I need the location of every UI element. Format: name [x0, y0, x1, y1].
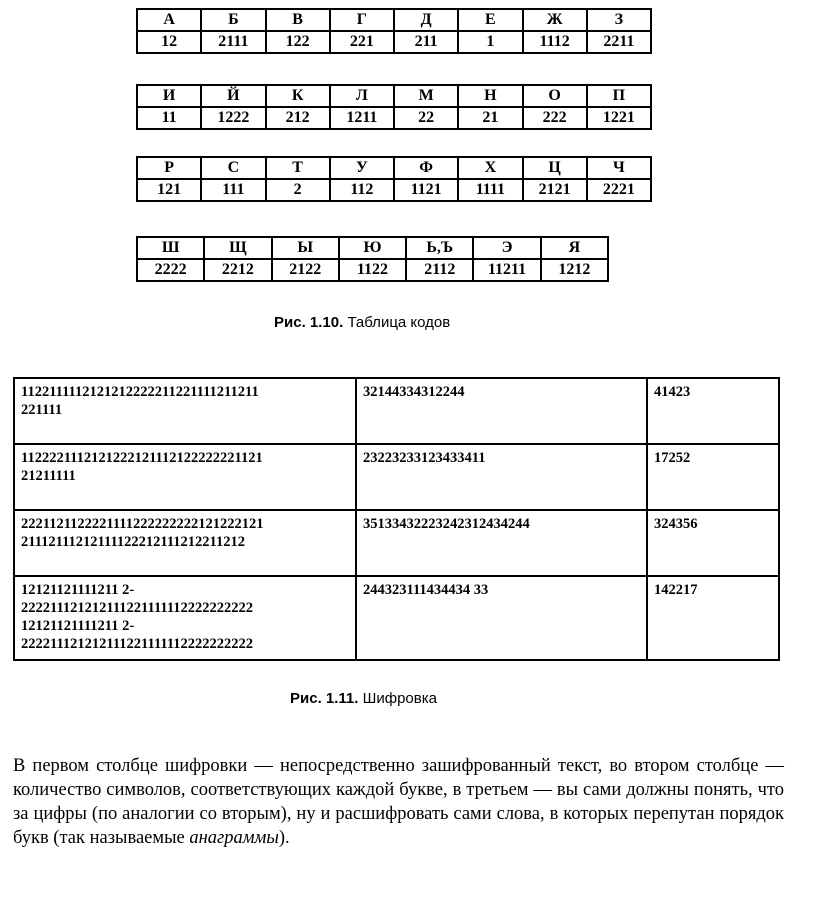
letter-cell: Т [266, 157, 330, 179]
encoded-text-cell [14, 444, 356, 510]
code-cell: 1212 [541, 259, 608, 281]
body-paragraph [13, 754, 784, 850]
symbol-counts-cell: 2322323312343341​1 [356, 444, 647, 510]
code-cell: 1 [458, 31, 522, 53]
third-column-cell: 17252 [647, 444, 779, 510]
letter-cell: Ю [339, 237, 406, 259]
code-cell: 22 [394, 107, 458, 129]
letter-cell: П [587, 85, 651, 107]
code-cell: 1121 [394, 179, 458, 201]
letter-cell: Ц [523, 157, 587, 179]
letter-cell: Й [201, 85, 265, 107]
third-column-cell: 324356 [647, 510, 779, 576]
cipher-table [13, 377, 780, 661]
letter-cell: Г [330, 9, 394, 31]
symbol-counts-cell: 32144334312244 [356, 378, 647, 444]
letter-cell: Р [137, 157, 201, 179]
letter-cell: К [266, 85, 330, 107]
letters-row [137, 9, 651, 31]
letter-cell: И [137, 85, 201, 107]
code-cell: 1211 [330, 107, 394, 129]
cipher-row [14, 444, 779, 510]
code-cell: 1221 [587, 107, 651, 129]
encoded-line: 222211121212111221111112222222222 [21, 600, 254, 616]
letter-cell: Д [394, 9, 458, 31]
letters-row [137, 85, 651, 107]
code-cell: 212 [266, 107, 330, 129]
encoded-line: 2221121122221111222222222121222121 [21, 516, 264, 532]
code-cell: 2112 [406, 259, 473, 281]
code-cell: 11 [137, 107, 201, 129]
letter-cell: Ж [523, 9, 587, 31]
letter-cell: Щ [204, 237, 271, 259]
code-cell: 1111 [458, 179, 522, 201]
letter-cell: Ф [394, 157, 458, 179]
codes-row [137, 179, 651, 201]
caption-number: Рис. 1.10. [274, 314, 344, 331]
letter-cell: Н [458, 85, 522, 107]
paragraph-italic-term: анаграммы [189, 827, 279, 848]
code-cell: 11211 [473, 259, 540, 281]
figure-caption-1-11 [290, 690, 437, 707]
letters-row [137, 237, 608, 259]
code-cell: 2212 [204, 259, 271, 281]
code-table-1 [136, 8, 652, 54]
code-cell: 2221 [587, 179, 651, 201]
code-cell: 1122 [339, 259, 406, 281]
letter-cell: А [137, 9, 201, 31]
encoded-line: 1122111112121212222211221111211211 [21, 384, 259, 400]
code-cell: 2111 [201, 31, 265, 53]
letter-cell: В [266, 9, 330, 31]
figure-caption-1-10 [274, 314, 450, 331]
codes-row [137, 107, 651, 129]
letter-cell: М [394, 85, 458, 107]
caption-text: Шифровка [362, 690, 437, 707]
letter-cell: Ы [272, 237, 339, 259]
cipher-row [14, 378, 779, 444]
letter-cell: Х [458, 157, 522, 179]
paragraph-text-end: ). [278, 827, 290, 848]
code-table-3 [136, 156, 652, 202]
caption-text: Таблица кодов [347, 314, 451, 331]
letter-cell: Б [201, 9, 265, 31]
letter-cell: Л [330, 85, 394, 107]
code-cell: 112 [330, 179, 394, 201]
encoded-text-cell [14, 576, 356, 660]
encoded-line: 1122221112121222121112122222221121 [21, 450, 263, 466]
letter-cell: З [587, 9, 651, 31]
letter-cell: С [201, 157, 265, 179]
code-table-2 [136, 84, 652, 130]
third-column-cell: 41423 [647, 378, 779, 444]
symbol-counts-cell: 244323111434434 33 [356, 576, 647, 660]
letter-cell: Е [458, 9, 522, 31]
code-cell: 121 [137, 179, 201, 201]
letter-cell: Я [541, 237, 608, 259]
encoded-line: 12121121111211 2- [21, 582, 135, 598]
code-table-4 [136, 236, 609, 282]
code-cell: 111 [201, 179, 265, 201]
symbol-counts-cell: 35133432223242312434244 [356, 510, 647, 576]
code-cell: 21 [458, 107, 522, 129]
code-cell: 122 [266, 31, 330, 53]
letter-cell: Э [473, 237, 540, 259]
codes-row [137, 31, 651, 53]
code-cell: 2121 [523, 179, 587, 201]
encoded-line: 21211111 [21, 468, 76, 484]
letter-cell: У [330, 157, 394, 179]
code-cell: 2222 [137, 259, 204, 281]
encoded-line: 21112111212111122212111212211212 [21, 534, 245, 550]
third-column-cell: 142217 [647, 576, 779, 660]
code-cell: 2 [266, 179, 330, 201]
code-cell: 221 [330, 31, 394, 53]
code-cell: 12 [137, 31, 201, 53]
encoded-text-cell [14, 510, 356, 576]
codes-row [137, 259, 608, 281]
letter-cell: Ш [137, 237, 204, 259]
letter-cell: Ч [587, 157, 651, 179]
letters-row [137, 157, 651, 179]
paragraph-text: В первом столбце шифровки — непосредственно зашифрованный текст, во втором столбце — количество символов, соответствующих каждой букве, в третьем — вы сами должны понять, что за цифры (по аналогии со вторым), ну и расшифровать сами слова, в которых перепутан порядок букв (так называемые [13, 755, 784, 848]
code-cell: 2122 [272, 259, 339, 281]
code-cell: 222 [523, 107, 587, 129]
encoded-line: 222211121212111221111112222222222 [21, 636, 254, 652]
code-cell: 2211 [587, 31, 651, 53]
cipher-row [14, 510, 779, 576]
letter-cell: О [523, 85, 587, 107]
code-cell: 1112 [523, 31, 587, 53]
encoded-line: 221111 [21, 402, 63, 418]
cipher-row [14, 576, 779, 660]
encoded-line: 12121121111211 2- [21, 618, 135, 634]
encoded-text-cell [14, 378, 356, 444]
code-cell: 1222 [201, 107, 265, 129]
code-cell: 211 [394, 31, 458, 53]
letter-cell: Ь,Ъ [406, 237, 473, 259]
caption-number: Рис. 1.11. [290, 690, 359, 707]
